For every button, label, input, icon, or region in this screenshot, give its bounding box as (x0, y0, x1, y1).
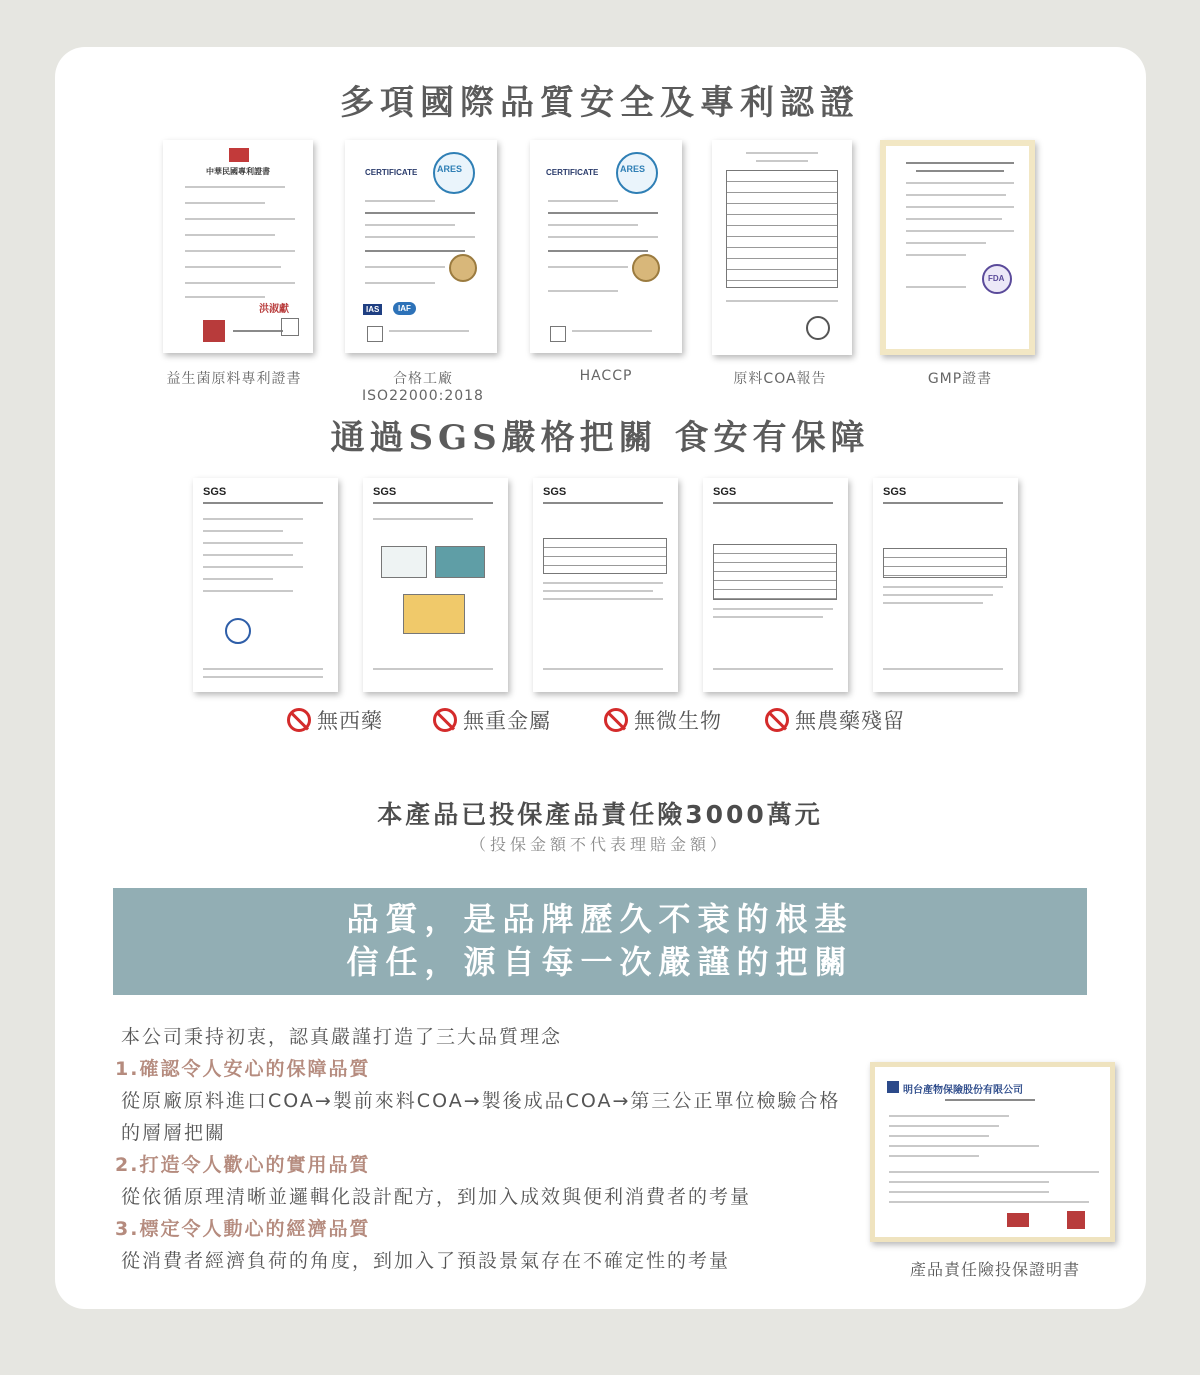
insurance-certificate-image: 明台產物保險股份有限公司 (870, 1062, 1115, 1242)
banner-line-1: 品質，是品牌歷久不衰的根基 (346, 900, 854, 938)
prohibited-icon (604, 708, 628, 732)
philosophy-text-1: 從原廠原料進口COA→製前來料COA→製後成品COA→第三公正單位檢驗合格的層層把關 (121, 1090, 841, 1144)
certifications-title: 多項國際品質安全及專利認證 (340, 83, 860, 123)
haccp-caption: HACCP (579, 368, 633, 384)
haccp-certificate-image: CERTIFICATE ARES (530, 140, 682, 353)
gmp-certificate-image: FDA (880, 140, 1035, 355)
philosophy-text-2: 從依循原理清晰並邏輯化設計配方，到加入成效與便利消費者的考量 (121, 1186, 752, 1208)
quality-banner (113, 888, 1087, 995)
philosophy-text-3: 從消費者經濟負荷的角度，到加入了預設景氣存在不確定性的考量 (121, 1250, 731, 1272)
sgs-title: 通過SGS嚴格把關 食安有保障 (330, 418, 870, 458)
sgs-report-2: SGS (363, 478, 508, 692)
ban-no-microbes: 無微生物 (604, 705, 722, 735)
sgs-report-5: SGS (873, 478, 1018, 692)
coa-caption: 原料COA報告 (733, 371, 827, 387)
iso-caption: 合格工廠ISO22000:2018 (362, 371, 484, 404)
philosophy-heading-3: 3.標定令人動心的經濟品質 (115, 1218, 371, 1240)
sgs-report-4: SGS (703, 478, 848, 692)
prohibited-icon (765, 708, 789, 732)
iso-certificate-image: CERTIFICATE ARES IAS IAF (345, 140, 497, 353)
insurance-certificate-caption: 產品責任險投保證明書 (909, 1260, 1080, 1279)
banner-line-2: 信任，源自每一次嚴謹的把關 (346, 943, 854, 981)
patent-caption: 益生菌原料專利證書 (166, 371, 302, 387)
philosophy-intro: 本公司秉持初衷，認真嚴謹打造了三大品質理念 (121, 1026, 563, 1048)
philosophy-heading-2: 2.打造令人歡心的實用品質 (115, 1154, 371, 1176)
ban-no-heavy-metals: 無重金屬 (433, 705, 551, 735)
gmp-caption: GMP證書 (927, 371, 993, 387)
sgs-report-1: SGS (193, 478, 338, 692)
quality-philosophy (115, 1021, 855, 1277)
insurance-headline: 本產品已投保產品責任險3000萬元 (377, 800, 823, 829)
patent-certificate-image: 中華民國專利證書 洪淑獻 (163, 140, 313, 353)
prohibited-icon (433, 708, 457, 732)
prohibited-icon (287, 708, 311, 732)
philosophy-heading-1: 1.確認令人安心的保障品質 (115, 1058, 371, 1080)
sgs-report-3: SGS (533, 478, 678, 692)
insurance-note: （投保金額不代表理賠金額） (469, 835, 730, 854)
coa-report-image (712, 140, 852, 355)
ban-no-pesticide-residue: 無農藥殘留 (765, 705, 905, 735)
ban-no-western-medicine: 無西藥 (287, 705, 383, 735)
